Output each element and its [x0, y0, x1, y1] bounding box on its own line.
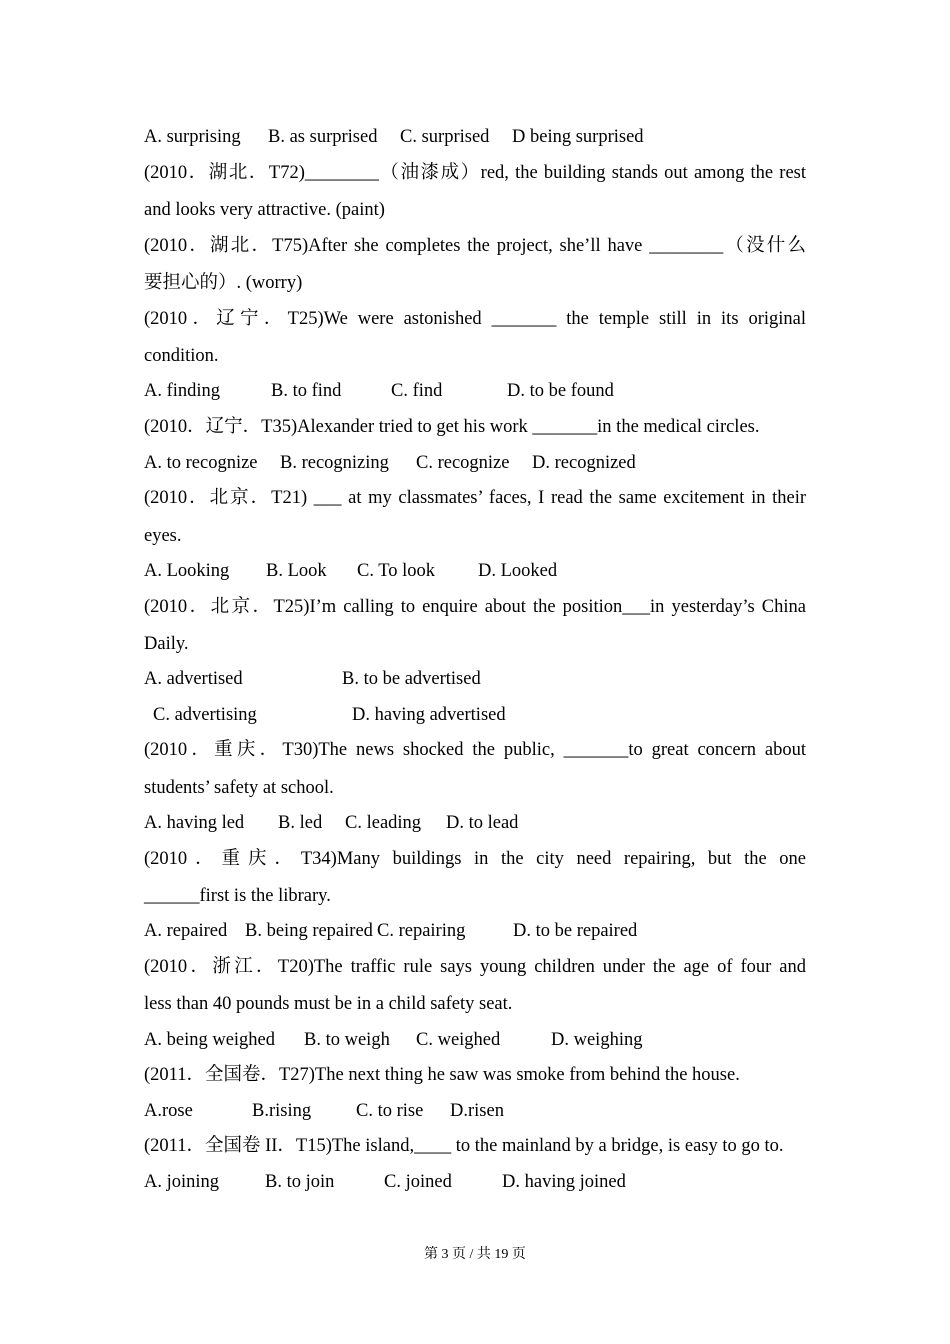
option-a: A. surprising	[144, 127, 241, 147]
question-line: Daily.	[144, 634, 189, 654]
question-line: (2010．辽宁．T35)Alexander tried to get his work _______in the medical circles.	[144, 417, 760, 437]
options-row	[144, 380, 806, 402]
option-d: D. recognized	[532, 453, 636, 473]
option-d: D. to be found	[507, 381, 614, 401]
question-line: eyes.	[144, 526, 182, 546]
question-line: students’ safety at school.	[144, 778, 334, 798]
option-b: B. recognizing	[280, 453, 389, 473]
option-b: B. being repaired	[245, 921, 373, 941]
option-a: A. to recognize	[144, 453, 258, 473]
question-line: condition.	[144, 346, 219, 366]
option-b: B. Look	[266, 561, 327, 581]
option-d: D. weighing	[551, 1030, 643, 1050]
option-d: D being surprised	[512, 127, 644, 147]
options-row	[144, 1029, 806, 1051]
question-line: and looks very attractive. (paint)	[144, 200, 385, 220]
options-row	[144, 560, 806, 582]
option-c: C. recognize	[416, 453, 510, 473]
question-line: 要担心的）. (worry)	[144, 273, 303, 293]
option-b: B. to be advertised	[342, 669, 481, 689]
option-c: C. advertising	[153, 705, 257, 725]
page-footer: 第 3 页 / 共 19 页	[424, 1247, 526, 1262]
option-a: A. having led	[144, 813, 245, 833]
option-a: A.rose	[144, 1101, 193, 1121]
option-d: D. having joined	[502, 1172, 626, 1192]
question-line: (2010．北京．T21) ___ at my classmates’ faces, I read the same excitement in their	[144, 488, 806, 508]
option-a: A. being weighed	[144, 1030, 276, 1050]
options-row	[144, 126, 806, 148]
option-d: D. Looked	[478, 561, 558, 581]
options-row	[144, 452, 806, 474]
option-d: D. having advertised	[352, 705, 506, 725]
question-line: (2010．辽宁．T25)We were astonished _______ the temple still in its original	[144, 309, 806, 329]
question-line: (2010．重庆．T34)Many buildings in the city need repairing, but the one	[144, 849, 806, 869]
options-row	[144, 1171, 806, 1193]
question-line: less than 40 pounds must be in a child safety seat.	[144, 994, 513, 1014]
option-b: B. to find	[271, 381, 342, 401]
option-d: D.risen	[450, 1101, 504, 1121]
option-d: D. to lead	[446, 813, 519, 833]
question-line: (2011．全国卷 II．T15)The island,____ to the mainland by a bridge, is easy to go to.	[144, 1136, 784, 1156]
options-row	[144, 668, 806, 690]
options-row	[144, 812, 806, 834]
question-line: (2010．浙江．T20)The traffic rule says young children under the age of four and	[144, 957, 806, 977]
option-a: A. repaired	[144, 921, 228, 941]
option-a: A. advertised	[144, 669, 243, 689]
question-line: ______first is the library.	[144, 886, 331, 906]
question-line: (2010．湖北．T75)After she completes the project, she’ll have ________（没什么	[144, 236, 806, 256]
option-b: B. to join	[265, 1172, 335, 1192]
option-a: A. Looking	[144, 561, 230, 581]
option-a: A. joining	[144, 1172, 220, 1192]
options-row	[144, 704, 806, 726]
option-d: D. to be repaired	[513, 921, 638, 941]
question-line: (2010．重庆．T30)The news shocked the public, _______to great concern about	[144, 740, 806, 760]
option-c: C. To look	[357, 561, 436, 581]
option-b: B. to weigh	[304, 1030, 390, 1050]
option-c: C. to rise	[356, 1101, 424, 1121]
option-b: B.rising	[252, 1101, 312, 1121]
option-c: C. surprised	[400, 127, 490, 147]
option-c: C. repairing	[377, 921, 466, 941]
option-c: C. find	[391, 381, 443, 401]
option-b: B. led	[278, 813, 323, 833]
question-line: (2010．湖北．T72)________（油漆成）red, the building stands out among the rest	[144, 163, 806, 183]
option-c: C. weighed	[416, 1030, 501, 1050]
question-line: (2011．全国卷．T27)The next thing he saw was smoke from behind the house.	[144, 1065, 740, 1085]
option-b: B. as surprised	[268, 127, 378, 147]
question-line: (2010．北京．T25)I’m calling to enquire about the position___in yesterday’s China	[144, 597, 806, 617]
option-c: C. joined	[384, 1172, 452, 1192]
option-c: C. leading	[345, 813, 422, 833]
options-row	[144, 1100, 806, 1122]
options-row	[144, 920, 806, 942]
option-a: A. finding	[144, 381, 221, 401]
